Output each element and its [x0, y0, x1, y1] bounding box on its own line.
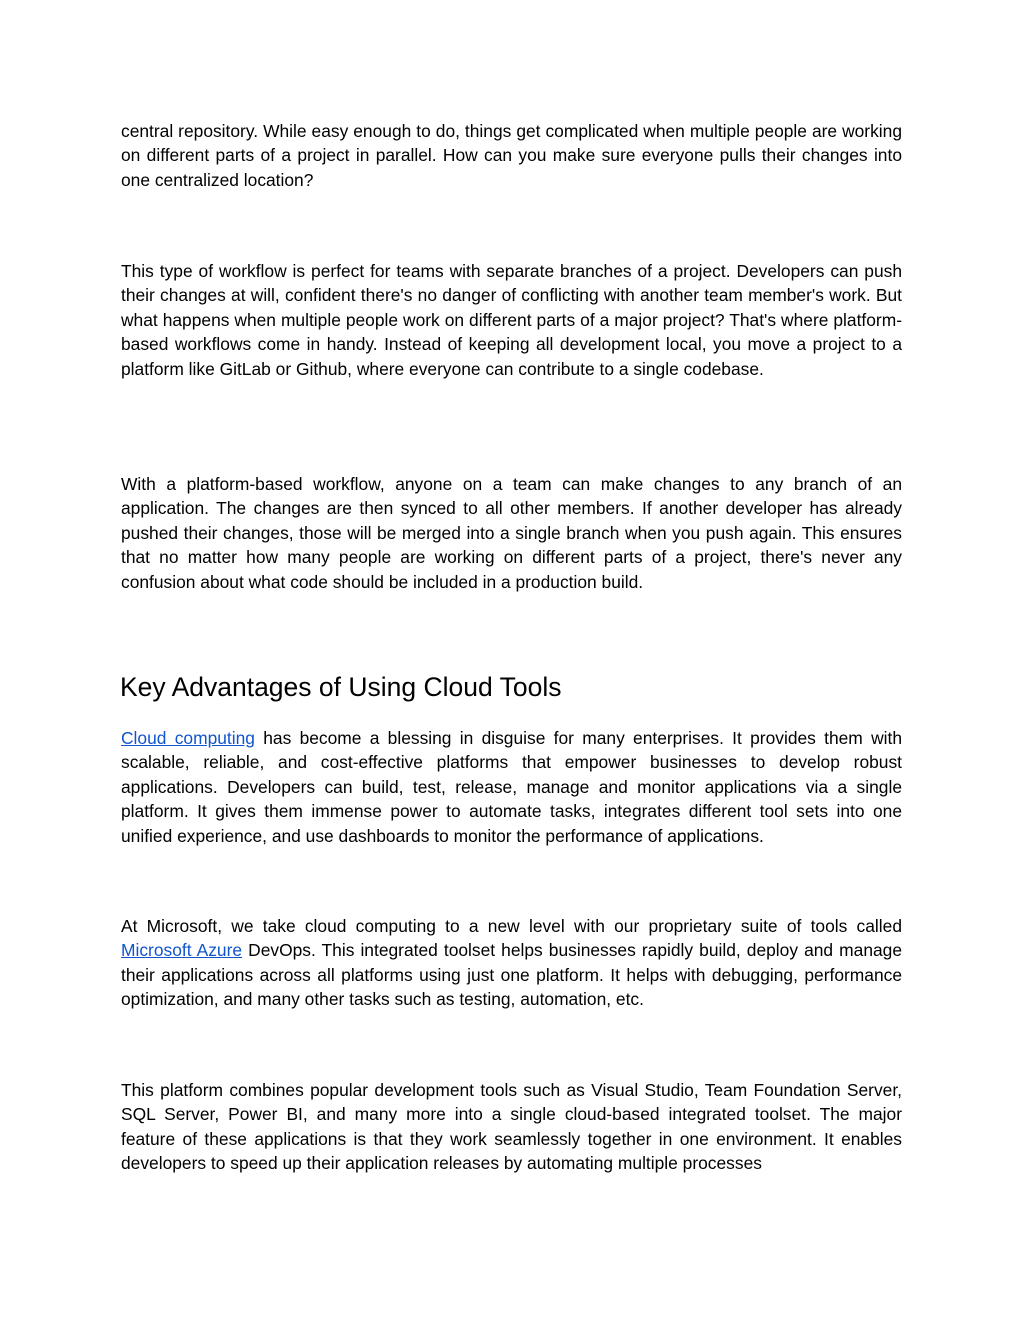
paragraph-workflow-teams: This type of workflow is perfect for teams with separate branches of a project. Developers can push their changes at will, confident there's no danger of conflicting with another team member's work. But what happens when multiple people work on different parts of a major project? That's where platform-based workflows come in handy. Instead of keeping all development local, you move a project to a platform like GitLab or Github, where everyone can contribute to a single codebase.	[121, 261, 902, 379]
paragraph-platform-tools: This platform combines popular development tools such as Visual Studio, Team Foundation Server, SQL Server, Power BI, and many more into a single cloud-based integrated toolset. The major feature of these applications is that they work seamlessly together in one environment. It enables developers to speed up their application releases by automating multiple processes	[121, 1080, 902, 1174]
paragraph-azure-before: At Microsoft, we take cloud computing to a new level with our proprietary suite of tools called	[121, 916, 902, 936]
paragraph-cloud-computing	[121, 726, 902, 848]
section-heading: Key Advantages of Using Cloud Tools	[120, 672, 562, 702]
cloud-computing-link[interactable]: Cloud computing	[121, 728, 255, 748]
paragraph-azure-after: DevOps. This integrated toolset helps businesses rapidly build, deploy and manage their applications across all platforms using just one platform. It helps with debugging, performance optimization, and many other tasks such as testing, automation, etc.	[121, 940, 903, 1010]
paragraph-cloud-text: has become a blessing in disguise for many enterprises. It provides them with scalable, reliable, and cost-effective platforms that empower businesses to develop robust applications. Developers can build, test, release, manage and monitor applications via a single platform. It gives them immense power to automate tasks, integrates different tool sets into one unified experience, and use dashboards to monitor the performance of applications.	[121, 728, 903, 846]
paragraph-platform-workflow: With a platform-based workflow, anyone on a team can make changes to any branch of an application. The changes are then synced to all other members. If another developer has already pushed their changes, those will be merged into a single branch when you push again. This ensures that no matter how many people are working on different parts of a project, there's never any confusion about what code should be included in a production build.	[121, 474, 902, 592]
paragraph-microsoft-azure	[121, 914, 902, 1012]
microsoft-azure-link[interactable]: Microsoft Azure	[121, 940, 243, 961]
paragraph-central-repository: central repository. While easy enough to do, things get complicated when multiple people are working on different parts of a project in parallel. How can you make sure everyone pulls their changes into one centralized location?	[121, 121, 902, 190]
